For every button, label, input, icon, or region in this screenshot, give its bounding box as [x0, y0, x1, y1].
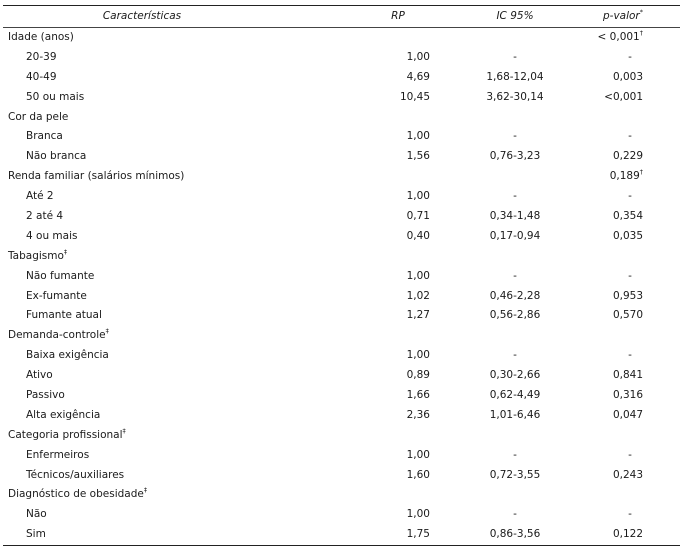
table-row: [3, 127, 680, 147]
rp-cell: 1,00: [406, 448, 430, 461]
ic-cell: 0,76-3,23: [489, 150, 541, 163]
ic-cell: 0,17-0,94: [489, 229, 541, 242]
table-row: [3, 68, 680, 88]
header-pvalor: p-valor*: [602, 8, 643, 22]
category-label: Técnicos/auxiliares: [26, 468, 125, 481]
group-label: Demanda-controle‡: [8, 327, 109, 342]
table-row: [3, 207, 680, 227]
ic-cell: 0,62-4,49: [489, 389, 541, 402]
ic-cell: -: [513, 349, 517, 362]
rp-cell: 1,00: [406, 508, 430, 521]
rp-cell: 10,45: [399, 90, 430, 103]
pvalue-cell: <0,001: [604, 90, 643, 103]
ic-cell: 0,72-3,55: [489, 468, 541, 481]
table-body: [3, 28, 680, 545]
category-label: 20-39: [26, 50, 57, 63]
pvalue-cell: 0,047: [612, 408, 643, 421]
header-ic: IC 95%: [496, 10, 534, 22]
rp-cell: 4,69: [406, 70, 430, 83]
data-table: [3, 5, 680, 546]
table-group-row: [3, 247, 680, 267]
pvalue-cell: 0,841: [612, 369, 643, 382]
category-label: Alta exigência: [26, 408, 101, 421]
table-group-row: [3, 426, 680, 446]
ic-cell: 0,30-2,66: [489, 369, 541, 382]
table-row: [3, 187, 680, 207]
table-row: [3, 466, 680, 486]
pvalue-cell: 0,316: [612, 389, 643, 402]
group-label: Tabagismo‡: [8, 247, 68, 262]
table-header-row: [3, 6, 680, 27]
table-row: [3, 147, 680, 167]
pvalue-cell: < 0,001†: [597, 29, 643, 43]
category-label: Ex-fumante: [26, 289, 87, 302]
pvalue-cell: 0,189†: [609, 168, 643, 183]
rp-cell: 1,56: [406, 150, 430, 163]
rp-cell: 0,89: [406, 369, 430, 382]
header-rp: RP: [391, 10, 405, 22]
pvalue-cell: 0,035: [612, 229, 643, 242]
pvalue-cell: 0,570: [612, 309, 643, 322]
pvalue-cell: 0,953: [612, 289, 643, 302]
table-group-row: [3, 485, 680, 505]
group-label: Idade (anos): [8, 31, 74, 43]
pvalue-footnote-mark: †: [639, 168, 643, 177]
category-label: 40-49: [26, 70, 57, 83]
table-row: [3, 306, 680, 326]
rp-cell: 1,02: [406, 289, 430, 302]
table-row: [3, 227, 680, 247]
category-label: Baixa exigência: [26, 349, 109, 362]
category-label: Branca: [26, 130, 63, 143]
group-label: Categoria profissional‡: [8, 426, 126, 441]
table-group-row: [3, 326, 680, 346]
table-row: [3, 287, 680, 307]
ic-cell: -: [513, 448, 517, 461]
pvalue-cell: 0,229: [612, 150, 643, 163]
pvalue-cell: 0,354: [612, 210, 643, 223]
ic-cell: 0,56-2,86: [489, 309, 541, 322]
ic-cell: -: [513, 190, 517, 203]
ic-cell: -: [513, 269, 517, 282]
ic-cell: 0,34-1,48: [489, 210, 541, 223]
pvalue-cell: 0,243: [612, 468, 643, 481]
table-row: [3, 366, 680, 386]
rp-cell: 1,00: [406, 190, 430, 203]
category-label: Até 2: [26, 190, 54, 203]
ic-cell: 1,01-6,46: [489, 408, 541, 421]
category-label: Passivo: [26, 389, 65, 402]
group-label: Renda familiar (salários mínimos): [8, 170, 185, 183]
table-row: [3, 346, 680, 366]
group-label: Cor da pele: [8, 110, 69, 123]
table-row: [3, 406, 680, 426]
table-row: [3, 88, 680, 108]
category-label: Não: [26, 508, 47, 521]
category-label: 2 até 4: [26, 210, 64, 223]
rp-cell: 1,00: [406, 130, 430, 143]
rp-cell: 1,00: [406, 269, 430, 282]
ic-cell: 0,86-3,56: [489, 528, 541, 541]
group-label: Diagnóstico de obesidade‡: [8, 486, 148, 501]
table-row: [3, 505, 680, 525]
table-row: [3, 48, 680, 68]
table-group-row: [3, 108, 680, 128]
pvalue-cell: -: [628, 190, 632, 203]
rp-cell: 1,00: [406, 50, 430, 63]
table-row: [3, 525, 680, 545]
label-footnote-mark: ‡: [63, 247, 68, 256]
label-footnote-mark: ‡: [105, 327, 109, 336]
header-caracteristicas: Características: [102, 10, 182, 22]
ic-cell: -: [513, 50, 517, 63]
rp-cell: 1,75: [406, 528, 430, 541]
category-label: Não fumante: [26, 269, 95, 282]
pvalue-cell: -: [628, 130, 632, 143]
label-footnote-mark: ‡: [122, 426, 126, 435]
category-label: Ativo: [26, 369, 53, 382]
label-footnote-mark: ‡: [143, 486, 148, 495]
category-label: 50 ou mais: [26, 90, 85, 103]
rp-cell: 1,27: [406, 309, 430, 322]
ic-cell: 1,68-12,04: [486, 70, 544, 83]
table-row: [3, 446, 680, 466]
ic-cell: -: [513, 130, 517, 143]
pvalue-cell: 0,122: [612, 528, 643, 541]
pvalue-cell: -: [628, 508, 632, 521]
category-label: Fumante atual: [26, 309, 102, 322]
pvalue-footnote-mark: †: [639, 29, 643, 37]
rp-cell: 1,66: [406, 389, 430, 402]
category-label: Não branca: [26, 150, 87, 163]
rp-cell: 1,00: [406, 349, 430, 362]
rp-cell: 0,71: [406, 210, 430, 223]
table-group-row: [3, 167, 680, 187]
rp-cell: 2,36: [406, 408, 430, 421]
pvalue-cell: 0,003: [612, 70, 643, 83]
category-label: Enfermeiros: [26, 448, 90, 461]
table-group-row: [3, 28, 680, 48]
rp-cell: 0,40: [406, 229, 430, 242]
pvalue-cell: -: [628, 349, 632, 362]
ic-cell: -: [513, 508, 517, 521]
header-pvalor-mark: *: [639, 8, 643, 16]
ic-cell: 0,46-2,28: [489, 289, 541, 302]
table-row: [3, 386, 680, 406]
pvalue-cell: -: [628, 269, 632, 282]
rp-cell: 1,60: [406, 468, 430, 481]
ic-cell: 3,62-30,14: [486, 90, 544, 103]
pvalue-cell: -: [628, 448, 632, 461]
category-label: 4 ou mais: [26, 229, 78, 242]
category-label: Sim: [26, 528, 46, 541]
pvalue-cell: -: [628, 50, 632, 63]
table-row: [3, 267, 680, 287]
